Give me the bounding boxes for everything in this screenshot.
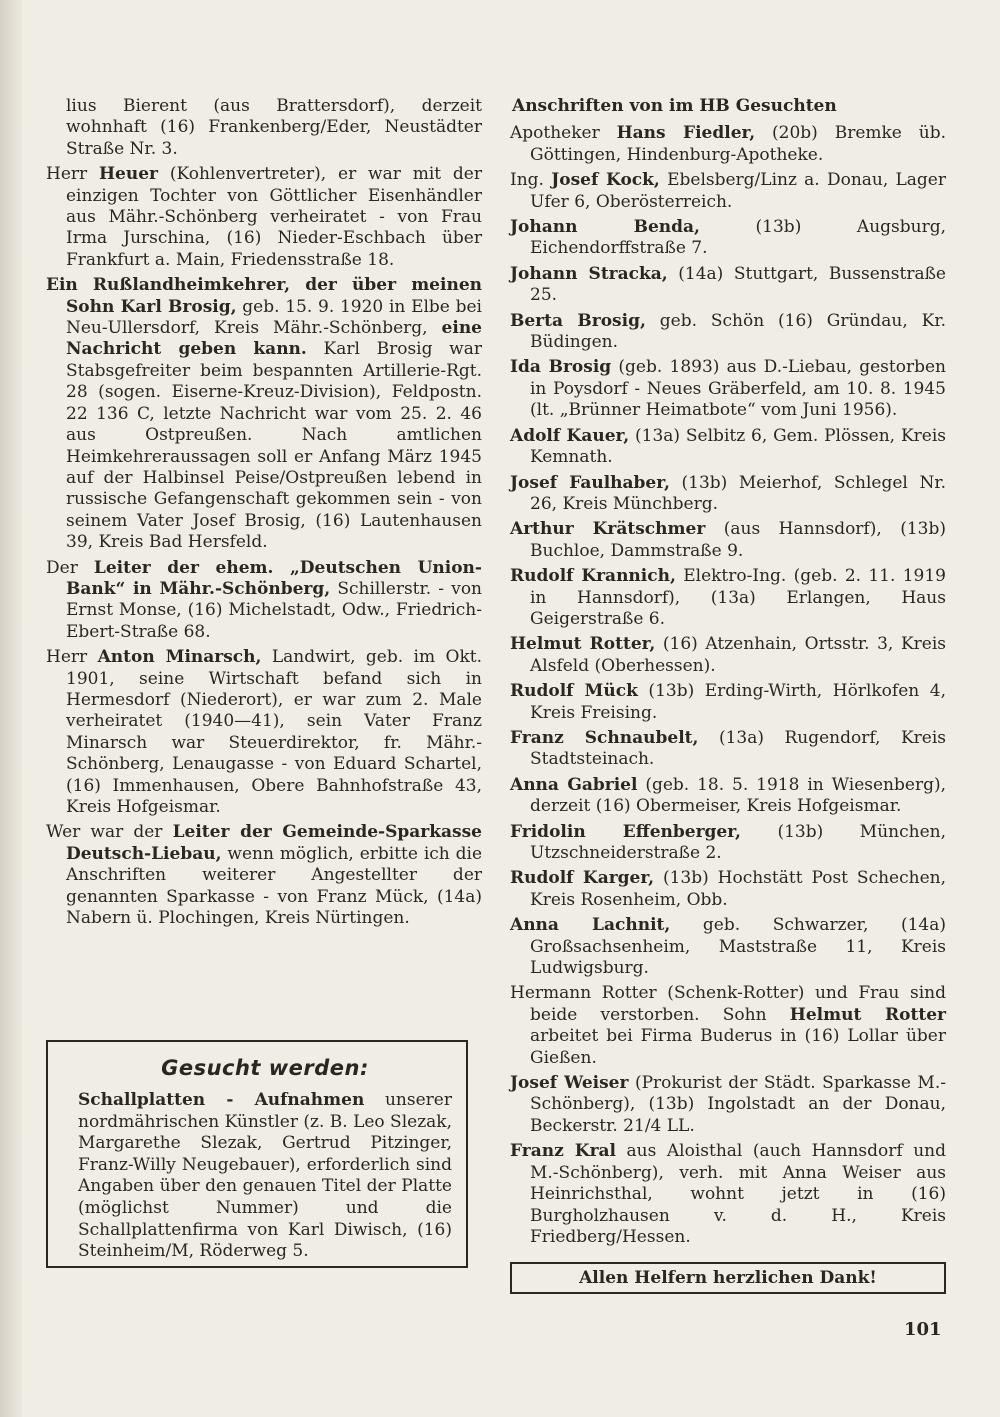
list-item (510, 566, 946, 630)
text-run: (aus Hannsdorf), (13b) Buchloe, Dammstraße 9. (530, 519, 946, 561)
list-item (46, 822, 482, 929)
list-item (510, 868, 946, 911)
bold-name: Berta Brosig, (510, 310, 646, 331)
list-item (510, 357, 946, 421)
text-run: aus Aloisthal (auch Hannsdorf und M.-Schönberg), verh. mit Anna Weiser aus Heinrichsthal, wohnt jetzt in (16) Burgholzhausen v. d. H., Kreis Friedberg/Hessen. (530, 1141, 947, 1247)
text-run: (Prokurist der Städt. Sparkasse M.-Schönberg), (13b) Ingolstadt an der Donau, Beckerstr. 21/4 LL. (530, 1073, 946, 1136)
page-number: 101 (904, 1319, 942, 1340)
bold-name: Helmut Rotter, (510, 634, 656, 655)
text-run: Wer war der (46, 822, 173, 843)
text-run: geb. Schwarzer, (14a) Großsachsenheim, Maststraße 11, Kreis Ludwigsburg. (530, 915, 946, 979)
text-run: Der (46, 557, 94, 578)
text-run: (13b) München, Utzschneiderstraße 2. (530, 821, 946, 863)
list-item (510, 170, 946, 213)
bold-name: Johann Stracka, (510, 263, 668, 284)
list-item (510, 1141, 946, 1248)
text-run: (geb. 18. 5. 1918 in Wiesenberg), derzeit (16) Obermeiser, Kreis Hofgeismar. (530, 774, 946, 817)
text-run: (13b) Augsburg, Eichendorffstraße 7. (530, 217, 946, 259)
list-item (510, 681, 946, 724)
list-item (510, 264, 946, 307)
list-item (510, 217, 946, 260)
text-run: Ing. (510, 170, 552, 191)
text-run: unserer nordmährischen Künstler (z. B. Leo Slezak, Margarethe Slezak, Gertrud Pitzinger, Franz-Willy Neugebauer), erforderlich sind Angaben über den genauen Titel der Platte (möglichst Nummer) und die Schallplattenfirma von Karl Diwisch, (16) Steinheim/M, Röderweg 5. (78, 1090, 452, 1262)
right-column (510, 96, 946, 1252)
bold-name: Rudolf Krannich, (510, 566, 676, 587)
text-run: Apotheker (510, 123, 617, 144)
bold-name: Ein Rußlandheimkehrer, der über meinen Sohn Karl Brosig, (46, 275, 482, 317)
bold-name: eine Nachricht geben kann. (66, 318, 482, 360)
list-item (46, 96, 482, 160)
bold-name: Hans Fiedler, (616, 123, 756, 144)
text-run: (13b) Erding-Wirth, Hörlkofen 4, Kreis Freising. (530, 681, 946, 723)
bold-name: Adolf Kauer, (510, 425, 630, 446)
bold-name: Leiter der Gemeinde-Sparkasse Deutsch-Liebau, (66, 822, 482, 864)
bold-name: Josef Weiser (510, 1073, 629, 1094)
bold-name: Fridolin Effenberger, (510, 821, 741, 842)
list-item (510, 915, 946, 979)
list-item (510, 426, 946, 469)
list-item (46, 275, 482, 553)
text-run: Ebelsberg/Linz a. Donau, Lager Ufer 6, Oberösterreich. (530, 170, 946, 212)
text-run: Karl Brosig war Stabsgefreiter beim bespannten Artillerie-Rgt. 28 (sogen. Eiserne-Kreuz-Division), Feldpostn. 22 136 C, letzte Nachricht war vom 25. 2. 46 aus Ostpreußen. Nach amtlichen Heimkehreraussagen soll er Anfang März 1945 auf der Halbinsel Peise/Ostpreußen lebend in russische Gefangenschaft gekommen sein - von seinem Vater Josef Brosig, (16) Lautenhausen 39, Kreis Bad Hersfeld. (66, 339, 482, 553)
bold-name: Leiter der ehem. „Deutschen Union-Bank“ in Mähr.-Schönberg, (66, 557, 482, 599)
text-run: Landwirt, geb. im Okt. 1901, seine Wirtschaft befand sich in Hermesdorf (Niederort), er war zum 2. Male verheiratet (1940—41), sein Vater Franz Minarsch war Steuerdirektor, fr. Mähr.-Schönberg, Lenaugasse - von Eduard Schartel, (16) Immenhausen, Obere Bahnhofstraße 43, Kreis Hofgeismar. (66, 647, 483, 817)
list-item (510, 123, 946, 166)
text-run: (geb. 1893) aus D.-Liebau, gestorben in Poysdorf - Neues Gräberfeld, am 10. 8. 1945 (lt. „Brünner Heimatbote“ vom Juni 1956). (530, 357, 946, 421)
list-item (46, 647, 482, 818)
bold-name: Rudolf Karger, (510, 868, 655, 889)
list-item (510, 473, 946, 516)
bold-name: Franz Kral (510, 1141, 617, 1162)
bold-name: Josef Faulhaber, (510, 472, 670, 493)
bold-name: Josef Kock, (551, 170, 660, 191)
list-item (510, 634, 946, 677)
text-run: (16) Atzenhain, Ortsstr. 3, Kreis Alsfeld (Oberhessen). (530, 634, 946, 676)
bold-name: Helmut Rotter (789, 1004, 946, 1025)
list-item (510, 311, 946, 354)
text-run: lius Bierent (aus Brattersdorf), derzeit wohnhaft (16) Frankenberg/Eder, Neustädter Straße Nr. 3. (66, 96, 482, 159)
text-run: (13b) Hochstätt Post Schechen, Kreis Rosenheim, Obb. (530, 868, 946, 910)
list-item (510, 519, 946, 562)
text-run: (Kohlenvertreter), er war mit der einzigen Tochter von Göttlicher Eisenhändler aus Mähr.-Schönberg verheiratet - von Frau Irma Jurschina, (16) Nieder-Eschbach über Frankfurt a. Main, Friedensstraße 18. (66, 164, 482, 270)
list-item (46, 558, 482, 644)
text-run: Herr (46, 164, 99, 185)
list-item (510, 822, 946, 865)
list-item (510, 983, 946, 1069)
page-fold-shadow (0, 0, 22, 1417)
gesucht-werden-box (46, 1040, 468, 1268)
right-column-entries (510, 123, 946, 1248)
list-item (510, 728, 946, 771)
text-run: (13a) Selbitz 6, Gem. Plössen, Kreis Kemnath. (530, 425, 946, 468)
thanks-box: Allen Helfern herzlichen Dank! (510, 1262, 946, 1294)
box-text (78, 1090, 452, 1263)
text-run: wenn möglich, erbitte ich die Anschriften weiterer Angestellter der genannten Sparkasse - von Franz Mück, (14a) Nabern ü. Plochingen, Kreis Nürtingen. (66, 843, 482, 929)
bold-name: Anna Gabriel (510, 774, 638, 795)
bold-name: Heuer (98, 164, 158, 185)
text-run: Hermann Rotter (Schenk-Rotter) und Frau sind beide verstorben. Sohn (510, 983, 946, 1025)
bold-name: Franz Schnaubelt, (510, 727, 699, 748)
text-run: (14a) Stuttgart, Bussenstraße 25. (530, 263, 946, 306)
bold-name: Rudolf Mück (510, 681, 638, 702)
text-run: arbeitet bei Firma Buderus in (16) Lollar über Gießen. (530, 1026, 946, 1068)
list-item (510, 775, 946, 818)
text-run: (13a) Rugendorf, Kreis Stadtsteinach. (530, 727, 946, 770)
box-title: Gesucht werden: (161, 1056, 369, 1080)
left-column (46, 96, 482, 933)
text-run: (13b) Meierhof, Schlegel Nr. 26, Kreis Münchberg. (530, 472, 946, 514)
text-run: (20b) Bremke üb. Göttingen, Hindenburg-Apotheke. (530, 123, 946, 165)
right-column-heading: Anschriften von im HB Gesuchten (512, 96, 837, 116)
text-run: geb. 15. 9. 1920 in Elbe bei Neu-Ullersdorf, Kreis Mähr.-Schönberg, (66, 296, 482, 339)
list-item (46, 164, 482, 271)
bold-name: Ida Brosig (510, 357, 612, 378)
bold-name: Anna Lachnit, (510, 915, 671, 936)
bold-name: Anton Minarsch, (97, 647, 262, 668)
bold-name: Arthur Krätschmer (510, 519, 706, 540)
text-run: Schillerstr. - von Ernst Monse, (16) Michelstadt, Odw., Friedrich-Ebert-Straße 68. (66, 578, 482, 642)
bold-name: Johann Benda, (510, 217, 700, 238)
list-item (510, 1073, 946, 1137)
text-run: Elektro-Ing. (geb. 2. 11. 1919 in Hannsdorf), (13a) Erlangen, Haus Geigerstraße 6. (530, 566, 946, 629)
text-run: Herr (46, 647, 98, 668)
text-run: geb. Schön (16) Gründau, Kr. Büdingen. (530, 310, 946, 353)
bold-name: Schallplatten - Aufnahmen (78, 1090, 365, 1110)
